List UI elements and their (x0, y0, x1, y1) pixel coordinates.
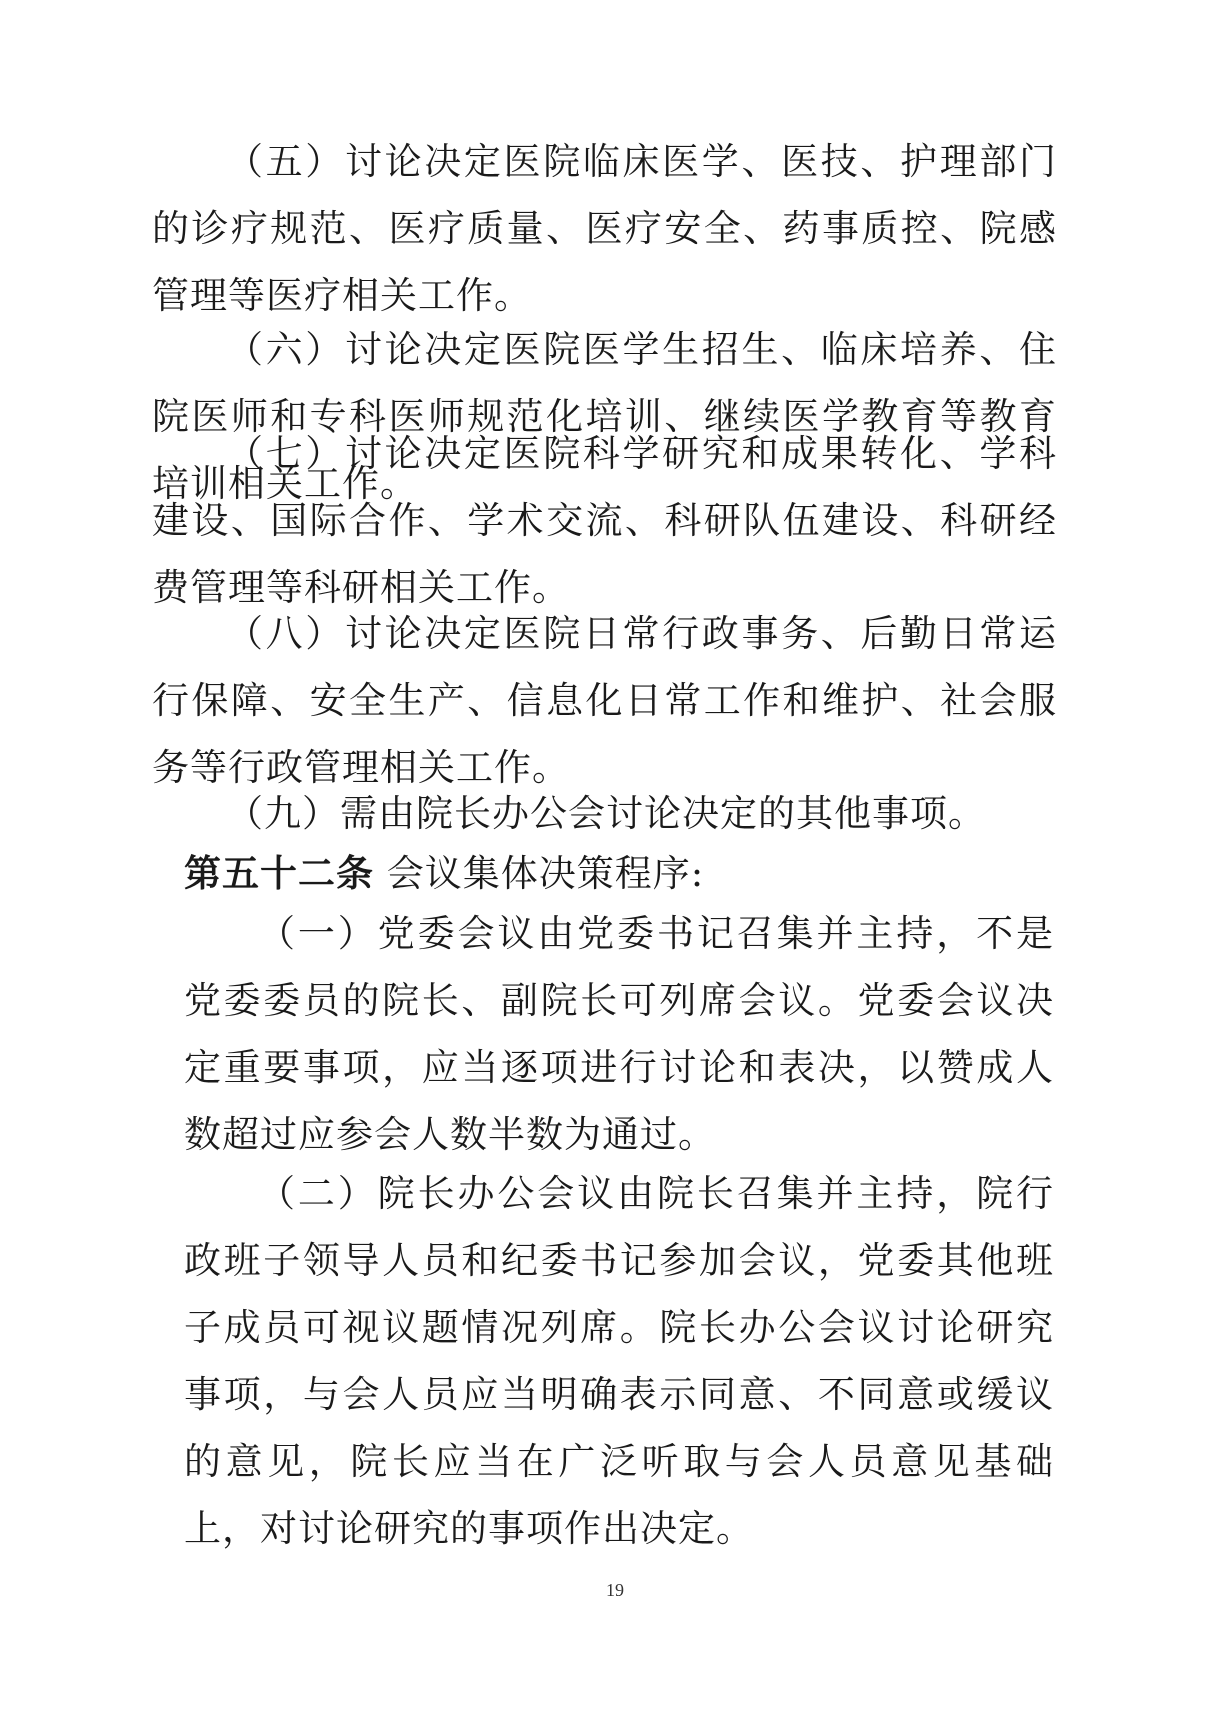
paragraph-item-5: （五）讨论决定医院临床医学、医技、护理部门的诊疗规范、医疗质量、医疗安全、药事质控、院感管理等医疗相关工作。 (152, 140, 1057, 317)
article-paragraph-1: （一）党委会议由党委书记召集并主持，不是党委委员的院长、副院长可列席会议。党委会议决定重要事项，应当逐项进行讨论和表决，以赞成人数超过应参会人数半数为通过。 (184, 912, 1054, 1156)
article-label: 第五十二条 (184, 851, 374, 895)
paragraph-item-7: （七）讨论决定医院科学研究和成果转化、学科建设、国际合作、学术交流、科研队伍建设、科研经费管理等科研相关工作。 (152, 432, 1057, 609)
page-number: 19 (606, 1580, 624, 1600)
paragraph-item-6: （六）讨论决定医院医学生招生、临床培养、住院医师和专科医师规范化培训、继续医学教育等教育培训相关工作。 (152, 328, 1057, 505)
article-heading (184, 840, 1054, 907)
article-paragraph-2: （二）院长办公会议由院长召集并主持，院行政班子领导人员和纪委书记参加会议，党委其他班子成员可视议题情况列席。院长办公会议讨论研究事项，与会人员应当明确表示同意、不同意或缓议的意见，院长应当在广泛听取与会人员意见基础上，对讨论研究的事项作出决定。 (184, 1172, 1054, 1550)
article-title: 会议集体决策程序: (386, 852, 705, 895)
paragraph-item-9: （九）需由院长办公会讨论决定的其他事项。 (226, 792, 986, 835)
paragraph-item-8: （八）讨论决定医院日常行政事务、后勤日常运行保障、安全生产、信息化日常工作和维护、社会服务等行政管理相关工作。 (152, 612, 1057, 789)
